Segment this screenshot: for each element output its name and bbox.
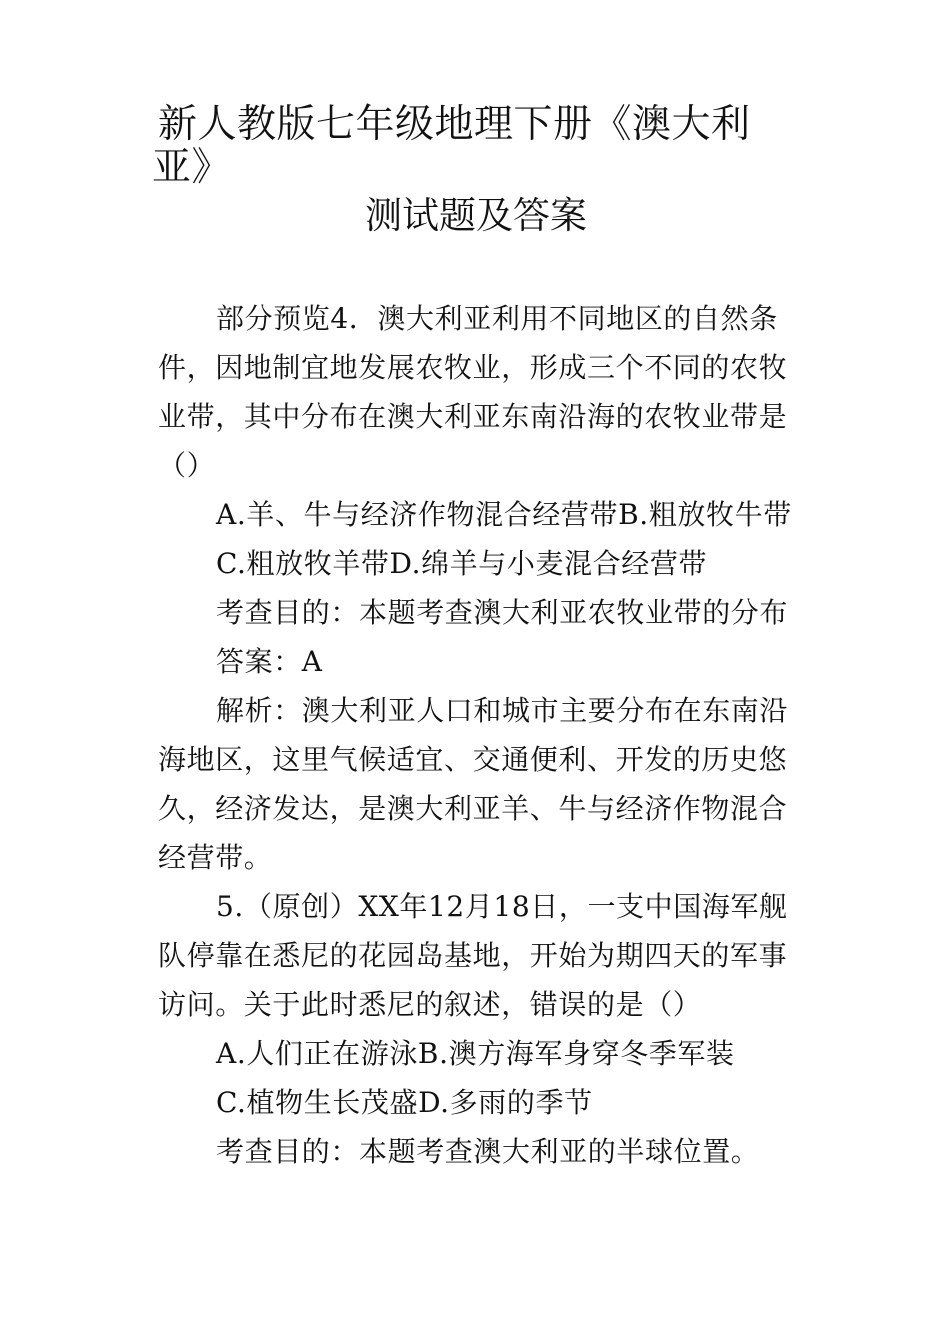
question-5-line-1: 5.（原创）XX年12月18日，一支中国海军舰 [216, 890, 788, 923]
question-4-analysis-line-4: 经营带。 [158, 841, 273, 874]
question-4-line-4: （） [158, 449, 216, 482]
question-4-line-2: 件，因地制宜地发展农牧业，形成三个不同的农牧 [158, 351, 788, 384]
question-5-options-cd: C.植物生长茂盛D.多雨的季节 [216, 1086, 593, 1119]
question-4-options-ab: A.羊、牛与经济作物混合经营带B.粗放牧牛带 [216, 498, 792, 531]
question-5-line-2: 队停靠在悉尼的花园岛基地，开始为期四天的军事 [158, 939, 788, 972]
question-5-objective: 考查目的：本题考查澳大利亚的半球位置。 [216, 1135, 760, 1168]
question-4-analysis-line-2: 海地区，这里气候适宜、交通便利、开发的历史悠 [158, 743, 788, 776]
question-4-line-1: 部分预览4．澳大利亚利用不同地区的自然条 [216, 302, 778, 335]
question-4-answer: 答案：A [216, 645, 323, 678]
question-5-options-ab: A.人们正在游泳B.澳方海军身穿冬季军装 [216, 1037, 735, 1070]
document-title-line-1: 新人教版七年级地理下册《澳大利 [158, 102, 751, 147]
question-5-line-3: 访问。关于此时悉尼的叙述，错误的是（） [158, 988, 702, 1021]
question-4-analysis-line-1: 解析：澳大利亚人口和城市主要分布在东南沿 [216, 694, 789, 727]
document-subtitle: 测试题及答案 [365, 194, 587, 237]
question-4-objective: 考查目的：本题考查澳大利亚农牧业带的分布 [216, 596, 789, 629]
question-4-analysis-line-3: 久，经济发达，是澳大利亚羊、牛与经济作物混合 [158, 792, 788, 825]
document-title-line-2: 亚》 [152, 145, 232, 190]
question-4-options-cd: C.粗放牧羊带D.绵羊与小麦混合经营带 [216, 547, 708, 580]
question-4-line-3: 业带，其中分布在澳大利亚东南沿海的农牧业带是 [158, 400, 788, 433]
